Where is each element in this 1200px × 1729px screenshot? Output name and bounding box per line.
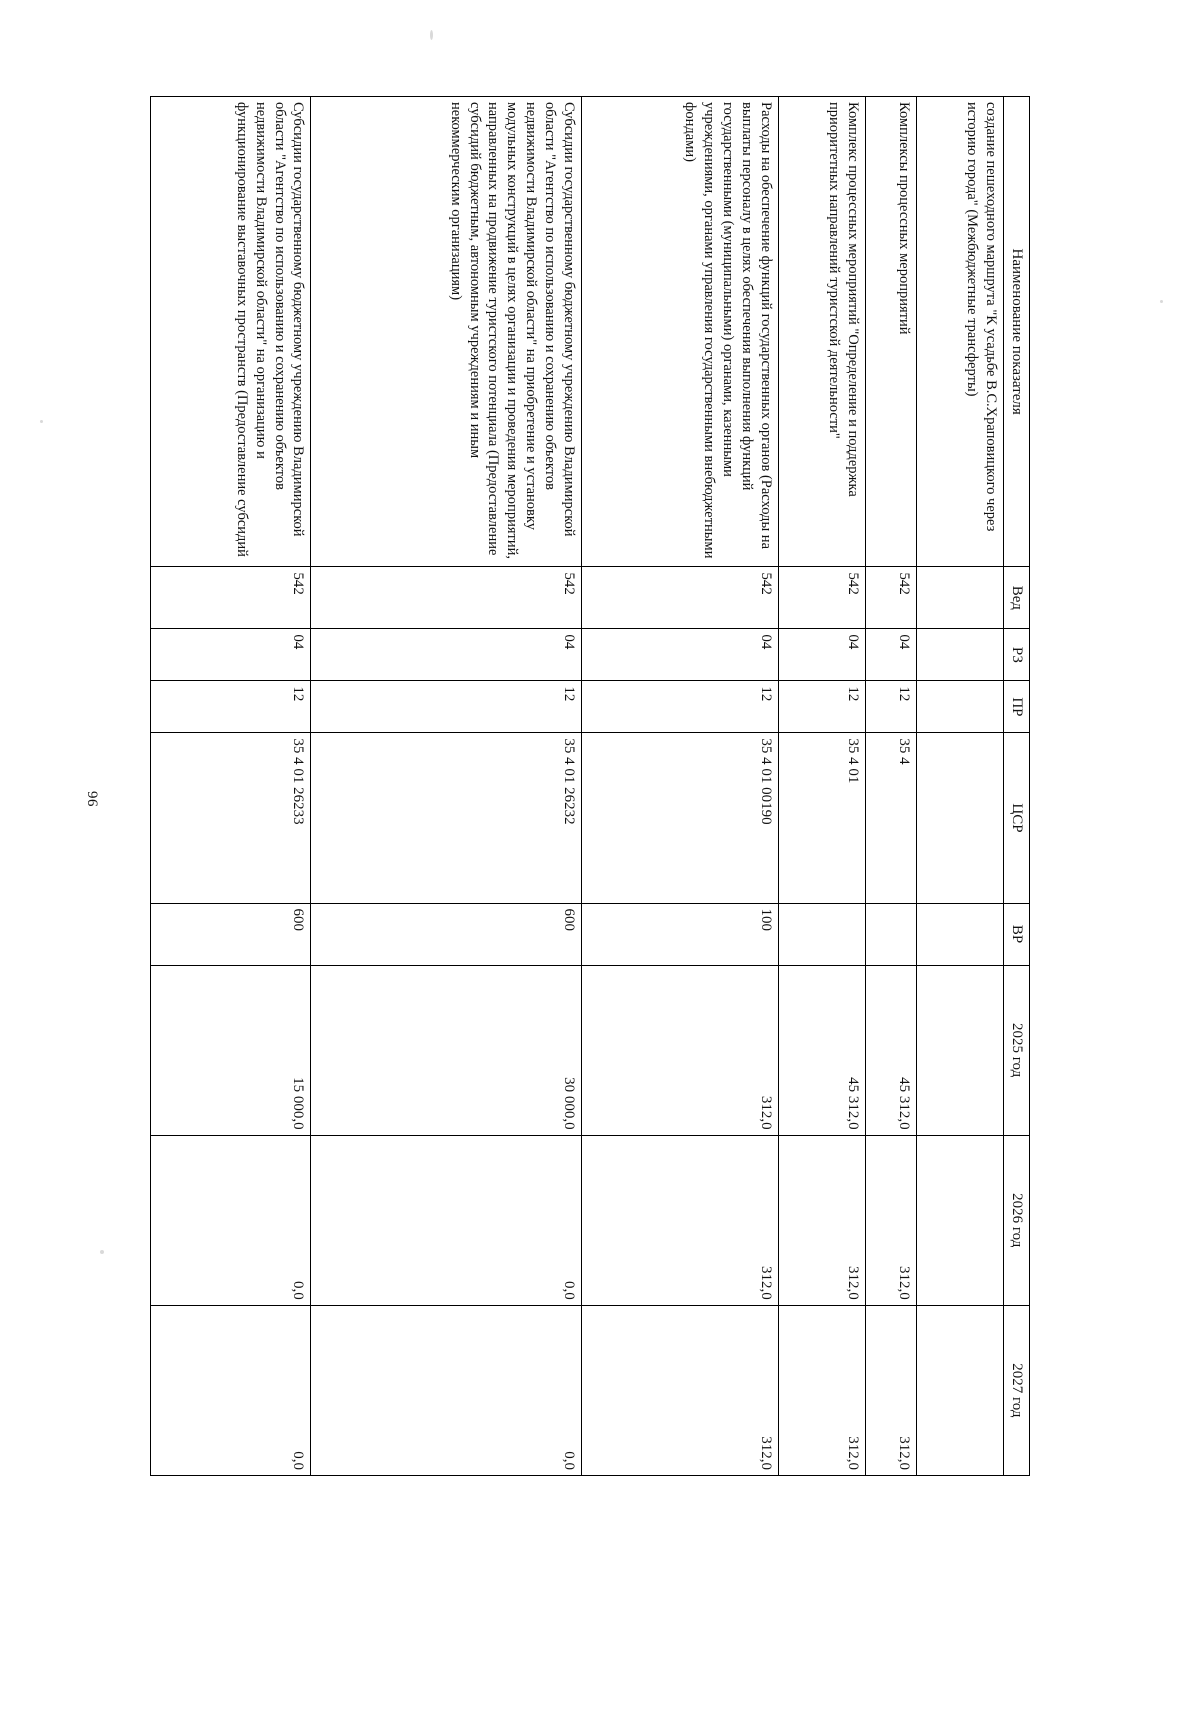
row-vr	[778, 903, 865, 965]
row-ved: 542	[311, 567, 581, 629]
page-number: 96	[85, 790, 102, 807]
scan-artifact	[40, 420, 43, 423]
row-csr	[916, 733, 1003, 903]
row-amount-2026: 312,0	[778, 1135, 865, 1305]
row-vr: 100	[581, 903, 778, 965]
row-amount-2027: 312,0	[865, 1305, 916, 1475]
row-pr: 12	[865, 681, 916, 733]
row-vr	[916, 903, 1003, 965]
row-vr: 600	[311, 903, 581, 965]
row-csr: 35 4 01 26233	[151, 733, 311, 903]
row-amount-2026: 312,0	[581, 1135, 778, 1305]
row-rz: 04	[581, 629, 778, 681]
row-rz: 04	[778, 629, 865, 681]
row-amount-2026	[916, 1135, 1003, 1305]
row-amount-2027: 312,0	[581, 1305, 778, 1475]
row-ved: 542	[151, 567, 311, 629]
scan-artifact	[100, 1250, 104, 1254]
column-header-year-2025: 2025 год	[1003, 965, 1029, 1135]
row-ved: 542	[581, 567, 778, 629]
rotated-table-container	[150, 96, 1030, 1476]
column-header-name: Наименование показателя	[1003, 97, 1029, 567]
column-header-csr: ЦСР	[1003, 733, 1029, 903]
row-name: создание пешеходного маршрута "К усадьбе В.С.Храповицкого через историю города" (Межбюджетные трансферты)	[916, 97, 1003, 567]
row-pr	[916, 681, 1003, 733]
row-pr: 12	[151, 681, 311, 733]
row-rz: 04	[151, 629, 311, 681]
row-vr: 600	[151, 903, 311, 965]
row-rz	[916, 629, 1003, 681]
row-amount-2026: 312,0	[865, 1135, 916, 1305]
row-name: Комплексы процессных мероприятий	[865, 97, 916, 567]
scan-artifact	[430, 30, 433, 40]
row-pr: 12	[778, 681, 865, 733]
row-csr: 35 4 01	[778, 733, 865, 903]
row-ved: 542	[865, 567, 916, 629]
scan-artifact	[1160, 300, 1163, 303]
row-pr: 12	[311, 681, 581, 733]
row-amount-2025: 45 312,0	[778, 965, 865, 1135]
row-csr: 35 4 01 26232	[311, 733, 581, 903]
row-csr: 35 4 01 00190	[581, 733, 778, 903]
column-header-vr: ВР	[1003, 903, 1029, 965]
column-header-pr: ПР	[1003, 681, 1029, 733]
table-row	[311, 97, 581, 1476]
column-header-rz: РЗ	[1003, 629, 1029, 681]
row-name: Субсидии государственному бюджетному учреждению Владимирской области "Агентство по использованию и сохранению объектов недвижимости Владимирской области" на организацию и функционирование выставочных пространств (Предоставление субсидий	[151, 97, 311, 567]
row-csr: 35 4	[865, 733, 916, 903]
row-amount-2027	[916, 1305, 1003, 1475]
table-row	[151, 97, 311, 1476]
table-row	[581, 97, 778, 1476]
row-name: Расходы на обеспечение функций государственных органов (Расходы на выплаты персоналу в целях обеспечения выполнения функций государственными (муниципальными) органами, казенными учреждениями, органами управления государственными внебюджетными фондами)	[581, 97, 778, 567]
row-rz: 04	[311, 629, 581, 681]
row-amount-2025: 30 000,0	[311, 965, 581, 1135]
row-vr	[865, 903, 916, 965]
row-amount-2025: 15 000,0	[151, 965, 311, 1135]
column-header-year-2026: 2026 год	[1003, 1135, 1029, 1305]
table-row	[778, 97, 865, 1476]
column-header-year-2027: 2027 год	[1003, 1305, 1029, 1475]
row-amount-2025: 312,0	[581, 965, 778, 1135]
column-header-ved: Вед	[1003, 567, 1029, 629]
row-amount-2025: 45 312,0	[865, 965, 916, 1135]
row-name: Комплекс процессных мероприятий "Определение и поддержка приоритетных направлений туристской деятельности"	[778, 97, 865, 567]
row-amount-2027: 312,0	[778, 1305, 865, 1475]
row-amount-2025	[916, 965, 1003, 1135]
budget-appropriations-table	[150, 96, 1030, 1476]
row-amount-2027: 0,0	[151, 1305, 311, 1475]
table-row	[916, 97, 1003, 1476]
row-amount-2026: 0,0	[151, 1135, 311, 1305]
row-ved	[916, 567, 1003, 629]
table-header-row	[1003, 97, 1029, 1476]
row-rz: 04	[865, 629, 916, 681]
row-pr: 12	[581, 681, 778, 733]
row-amount-2027: 0,0	[311, 1305, 581, 1475]
row-name: Субсидии государственному бюджетному учреждению Владимирской области "Агентство по использованию и сохранению объектов недвижимости Владимирской области" на приобретение и установку модульных конструкций в целях организации и проведения мероприятий, направленных на продвижение туристского потенциала (Предоставление субсидий бюджетным, автономным учреждениям и иным некоммерческим организациям)	[311, 97, 581, 567]
table-row	[865, 97, 916, 1476]
row-ved: 542	[778, 567, 865, 629]
row-amount-2026: 0,0	[311, 1135, 581, 1305]
